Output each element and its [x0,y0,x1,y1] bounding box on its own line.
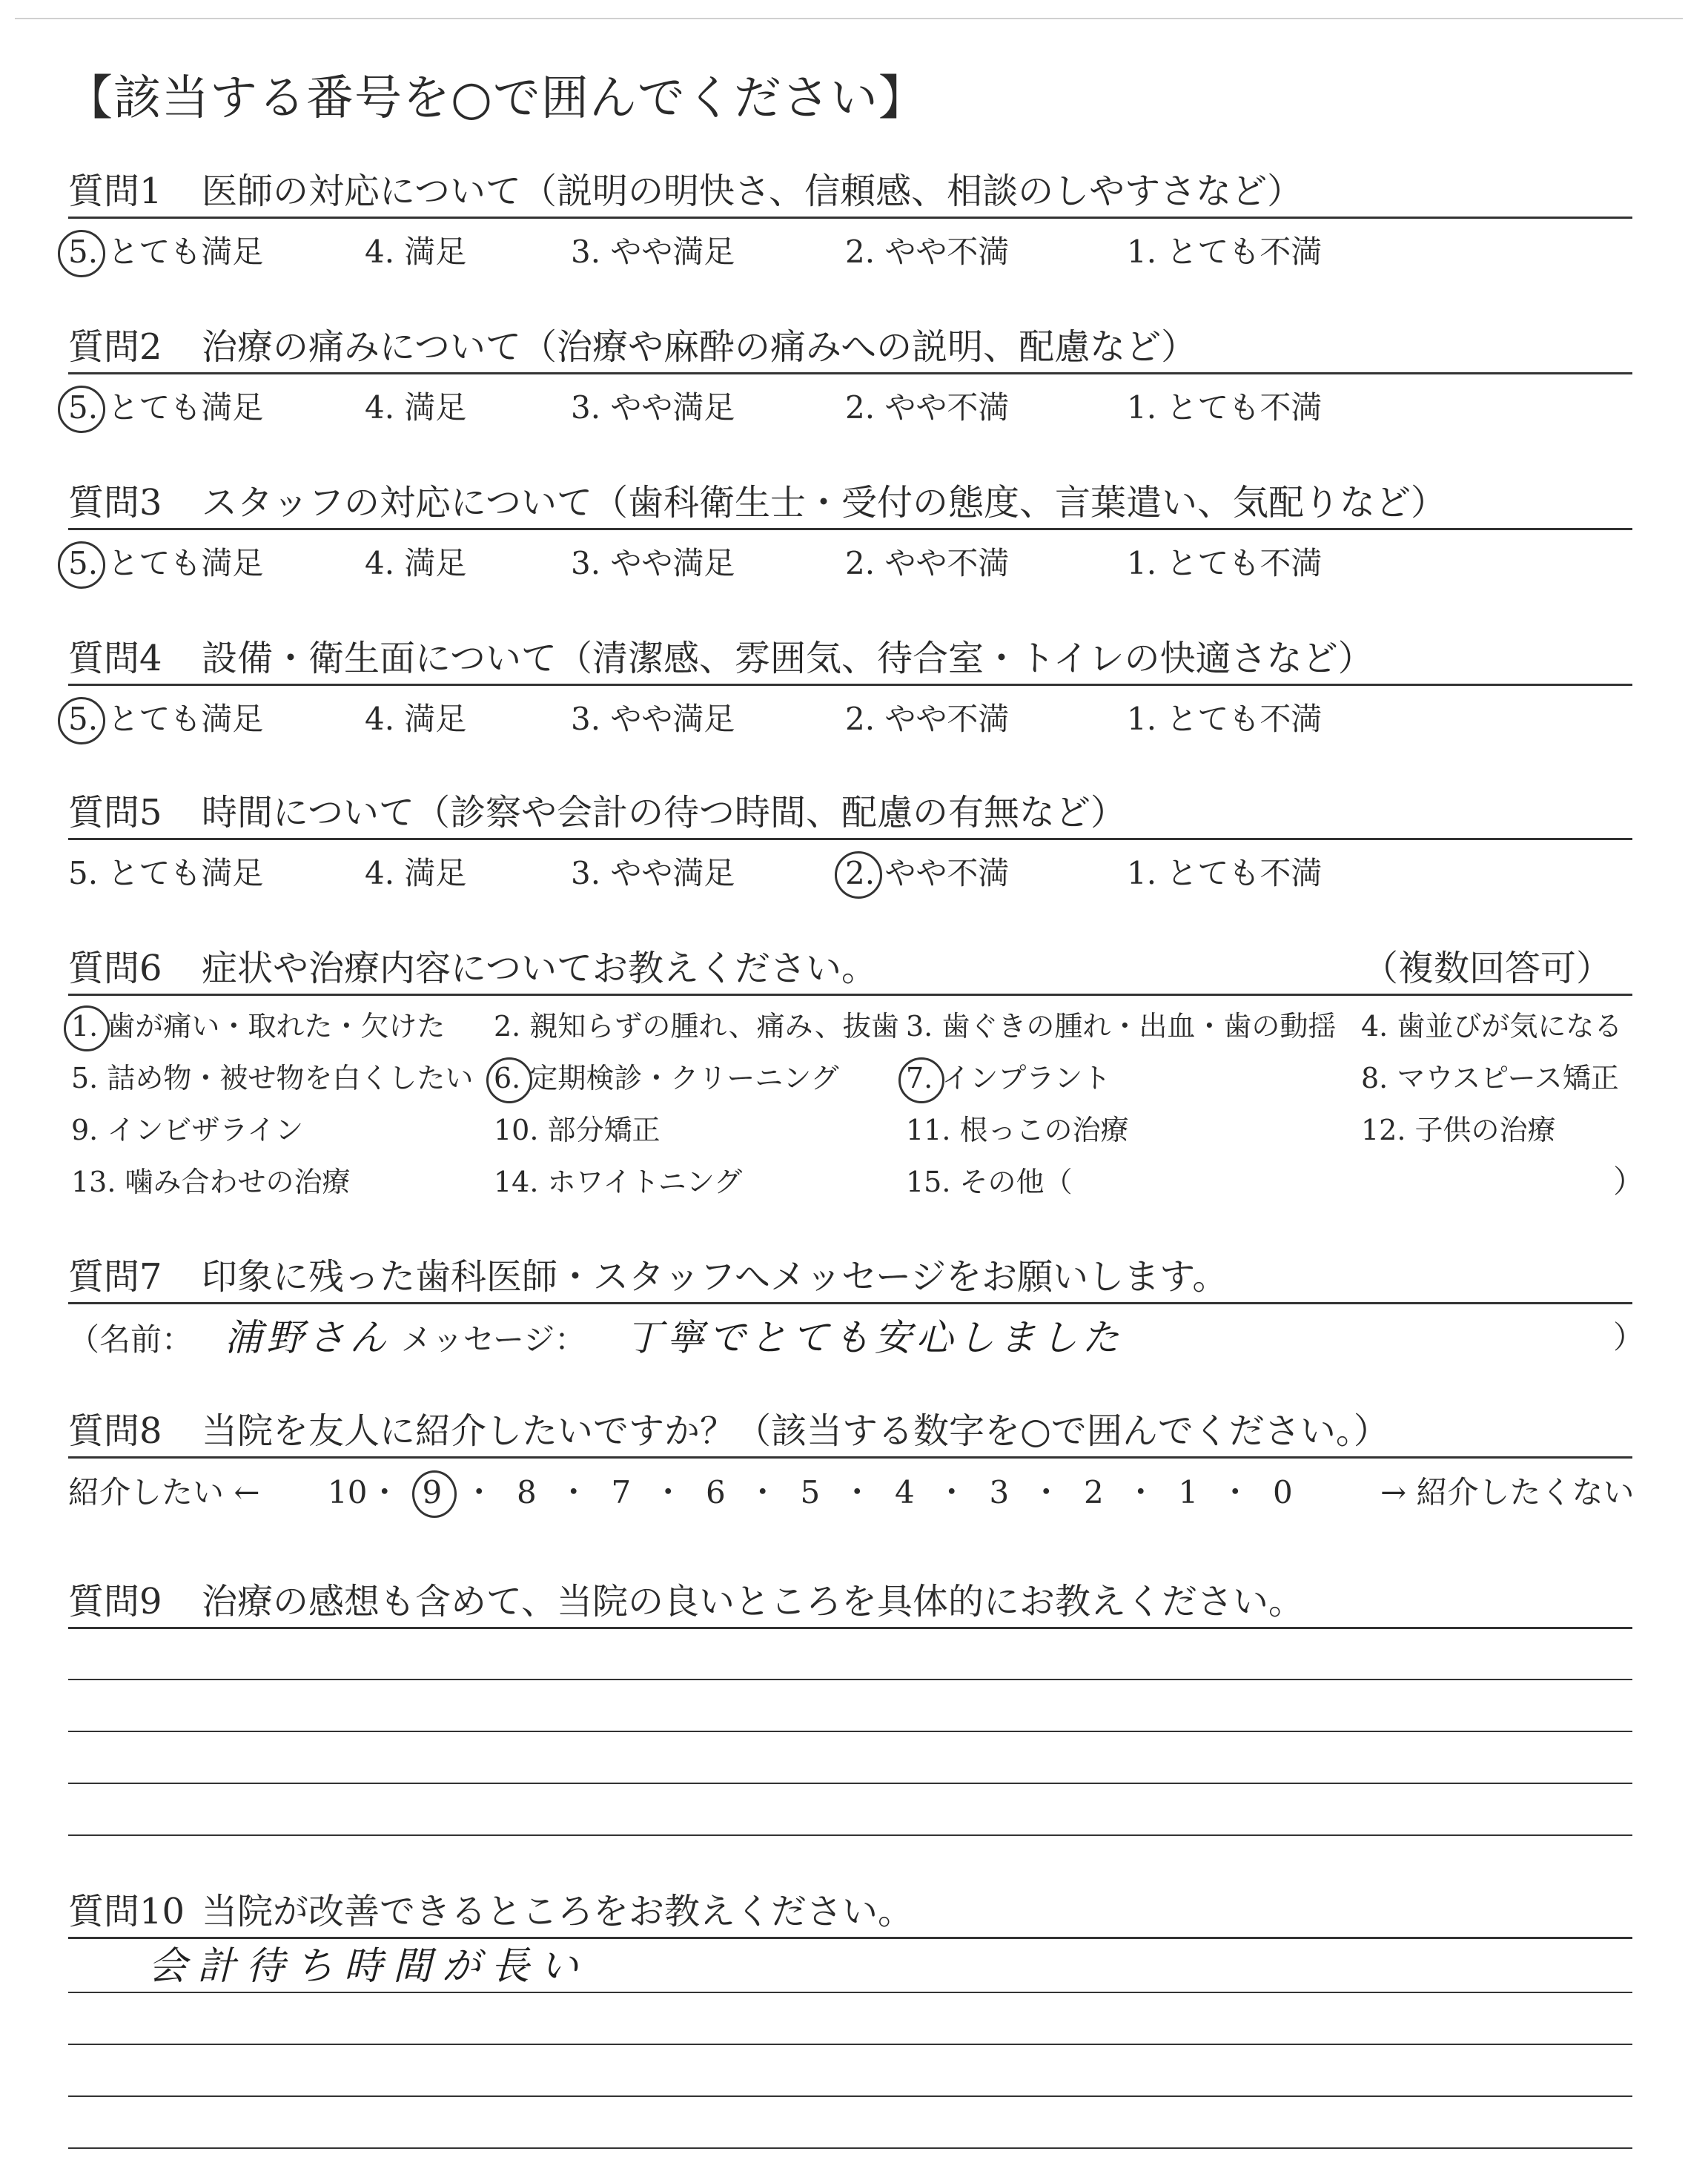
rating-option[interactable]: 1. とても不満 [1127,545,1323,581]
selection-circle [412,1470,457,1518]
question-text: スタッフの対応について（歯科衛生士・受付の態度、言葉遣い、気配りなど） [202,482,1447,524]
symptom-option[interactable]: 8. マウスピース矯正 [1361,1062,1619,1094]
other-close-paren: ） [1613,1163,1645,1200]
symptom-option[interactable]: 12. 子供の治療 [1361,1114,1556,1146]
rating-option[interactable]: 5. とても満足 [68,855,264,891]
symptom-option[interactable]: 15. その他（ [906,1166,1073,1198]
question-title [68,1578,1304,1625]
question-rule [68,838,1632,840]
question-rule [68,1937,1632,1939]
answer-line[interactable] [68,1679,1632,1680]
scale-left-label: 紹介したい ← [68,1474,260,1510]
message-label: メッセージ： [400,1321,586,1358]
rating-option[interactable]: 5. とても満足 [68,701,264,737]
scale-separator: ・ [841,1474,873,1510]
question-text: 時間について（診察や会計の待つ時間、配慮の有無など） [202,792,1127,833]
rating-options [0,697,1708,742]
rating-option[interactable]: 1. とても不満 [1127,701,1323,737]
answer-line[interactable] [68,2095,1632,2097]
rating-option[interactable]: 1. とても不満 [1127,389,1323,426]
message-line [68,1315,1124,1362]
rating-option[interactable]: 2. やや不満 [845,701,1010,737]
question-number: 質問4 [68,638,162,679]
scale-right-label: → 紹介したくない [1380,1474,1635,1510]
symptom-option[interactable]: 9. インビザライン [71,1114,304,1146]
selection-circle [835,851,882,899]
scale-value[interactable]: 0 [1273,1474,1293,1510]
symptom-option[interactable]: 10. 部分矯正 [494,1114,661,1146]
improvement-answer[interactable]: 会計待ち時間が長い [148,1944,589,1989]
answer-line[interactable] [68,1731,1632,1732]
selection-circle [64,1005,110,1051]
answer-line[interactable] [68,2147,1632,2149]
rating-options [0,851,1708,896]
question-rule [68,372,1632,374]
symptom-option[interactable]: 3. 歯ぐきの腫れ・出血・歯の動揺 [906,1010,1337,1043]
multiple-answer-note: （複数回答可） [1363,948,1612,989]
scale-separator: ・ [368,1474,400,1510]
rating-option[interactable]: 4. 満足 [365,234,467,270]
scale-value[interactable]: 10 [328,1474,368,1510]
question-rule [68,1627,1632,1629]
scale-separator: ・ [1125,1474,1156,1510]
scale-value[interactable]: 6 [706,1474,726,1510]
rating-option[interactable]: 3. やや満足 [571,545,735,581]
question-rule [68,1456,1632,1459]
rating-option[interactable]: 5. とても満足 [68,389,264,426]
answer-line[interactable] [68,1834,1632,1836]
rating-option[interactable]: 2. やや不満 [845,389,1010,426]
rating-option[interactable]: 4. 満足 [365,545,467,581]
answer-line[interactable] [68,2044,1632,2045]
question-title [68,1407,1389,1455]
question-text: 印象に残った歯科医師・スタッフへメッセージをお願いします。 [202,1256,1228,1298]
symptom-option[interactable]: 14. ホワイトニング [494,1166,743,1198]
selection-circle [58,386,105,433]
message-close-paren: ） [1613,1319,1645,1355]
scale-value[interactable]: 5 [800,1474,821,1510]
top-border [15,18,1683,19]
selection-circle [58,697,105,744]
question-number: 質問8 [68,1410,162,1452]
question-title [68,789,1126,836]
question-rule [68,994,1632,996]
question-text: 治療の感想も含めて、当院の良いところを具体的にお教えください。 [202,1581,1305,1622]
question-title [68,1888,913,1935]
question-title [68,945,877,992]
selection-circle [58,541,105,589]
rating-option[interactable]: 2. やや不満 [845,855,1010,891]
scale-separator: ・ [1219,1474,1251,1510]
page-heading: 【該当する番号を○で囲んでください】 [65,71,927,126]
question-rule [68,528,1632,530]
name-label: （名前： [68,1321,193,1358]
question-rule [68,684,1632,686]
question-rule [68,217,1632,219]
rating-option[interactable]: 1. とても不満 [1127,855,1323,891]
question-text: 症状や治療内容についてお教えください。 [202,948,878,989]
scale-value[interactable]: 7 [611,1474,632,1510]
answer-line[interactable] [68,1992,1632,1993]
question-number: 質問3 [68,482,162,524]
rating-option[interactable]: 3. やや満足 [571,855,735,891]
scale-separator: ・ [936,1474,967,1510]
selection-circle [898,1057,944,1103]
selection-circle [486,1057,532,1103]
symptom-option[interactable]: 2. 親知らずの腫れ、痛み、抜歯 [494,1010,899,1043]
selection-circle [58,230,105,277]
question-title [68,323,1196,371]
rating-option[interactable]: 4. 満足 [365,701,467,737]
rating-option[interactable]: 4. 満足 [365,389,467,426]
symptom-option[interactable]: 4. 歯並びが気になる [1361,1010,1623,1043]
scale-separator: ・ [1030,1474,1062,1510]
question-number: 質問5 [68,792,162,833]
question-number: 質問10 [68,1891,185,1932]
question-number: 質問7 [68,1256,162,1298]
question-text: 治療の痛みについて（治療や麻酔の痛みへの説明、配慮など） [202,326,1197,368]
rating-option[interactable]: 3. やや満足 [571,234,735,270]
symptom-option[interactable]: 7. インプラント [906,1062,1111,1094]
rating-option[interactable]: 2. やや不満 [845,234,1010,270]
question-number: 質問2 [68,326,162,368]
question-title [68,168,1302,215]
rating-option[interactable]: 4. 満足 [365,855,467,891]
rating-option[interactable]: 5. とても満足 [68,545,264,581]
rating-options [0,541,1708,586]
rating-option[interactable]: 3. やや満足 [571,701,735,737]
question-title [68,635,1374,682]
answer-line[interactable] [68,1783,1632,1784]
symptom-option[interactable]: 11. 根っこの治療 [906,1114,1129,1146]
name-value[interactable]: 浦野さん [225,1316,391,1359]
scale-value[interactable]: 4 [895,1474,915,1510]
scale-value[interactable]: 8 [517,1474,537,1510]
symptom-option[interactable]: 5. 詰め物・被せ物を白くしたい [71,1062,474,1094]
question-rule [68,1302,1632,1304]
question-title [68,479,1446,526]
question-text: 当院を友人に紹介したいですか？（該当する数字を○で囲んでください。） [202,1410,1389,1452]
question-text: 当院が改善できるところをお教えください。 [202,1891,914,1932]
question-number: 質問1 [68,171,162,212]
scale-value[interactable]: 1 [1178,1474,1199,1510]
question-text: 医師の対応について（説明の明快さ、信頼感、相談のしやすさなど） [202,171,1303,212]
scale-separator: ・ [747,1474,778,1510]
scale-separator: ・ [652,1474,684,1510]
rating-option[interactable]: 3. やや満足 [571,389,735,426]
symptom-option[interactable]: 13. 噛み合わせの治療 [71,1166,351,1198]
question-title [68,1253,1228,1301]
symptom-option[interactable]: 1. 歯が痛い・取れた・欠けた [71,1010,446,1043]
scale-separator: ・ [463,1474,495,1510]
rating-option[interactable]: 1. とても不満 [1127,234,1323,270]
question-text: 設備・衛生面について（清潔感、雰囲気、待合室・トイレの快適さなど） [202,638,1374,679]
symptom-option[interactable]: 6. 定期検診・クリーニング [494,1062,839,1094]
scale-value[interactable]: 3 [989,1474,1010,1510]
message-value[interactable]: 丁寧でとても安心しました [625,1316,1124,1359]
rating-option[interactable]: 5. とても満足 [68,234,264,270]
question-number: 質問9 [68,1581,162,1622]
rating-option[interactable]: 2. やや不満 [845,545,1010,581]
scale-value[interactable]: 9 [422,1474,443,1510]
scale-value[interactable]: 2 [1084,1474,1104,1510]
question-number: 質問6 [68,948,162,989]
rating-options [0,230,1708,274]
rating-options [0,386,1708,430]
scale-separator: ・ [557,1474,589,1510]
